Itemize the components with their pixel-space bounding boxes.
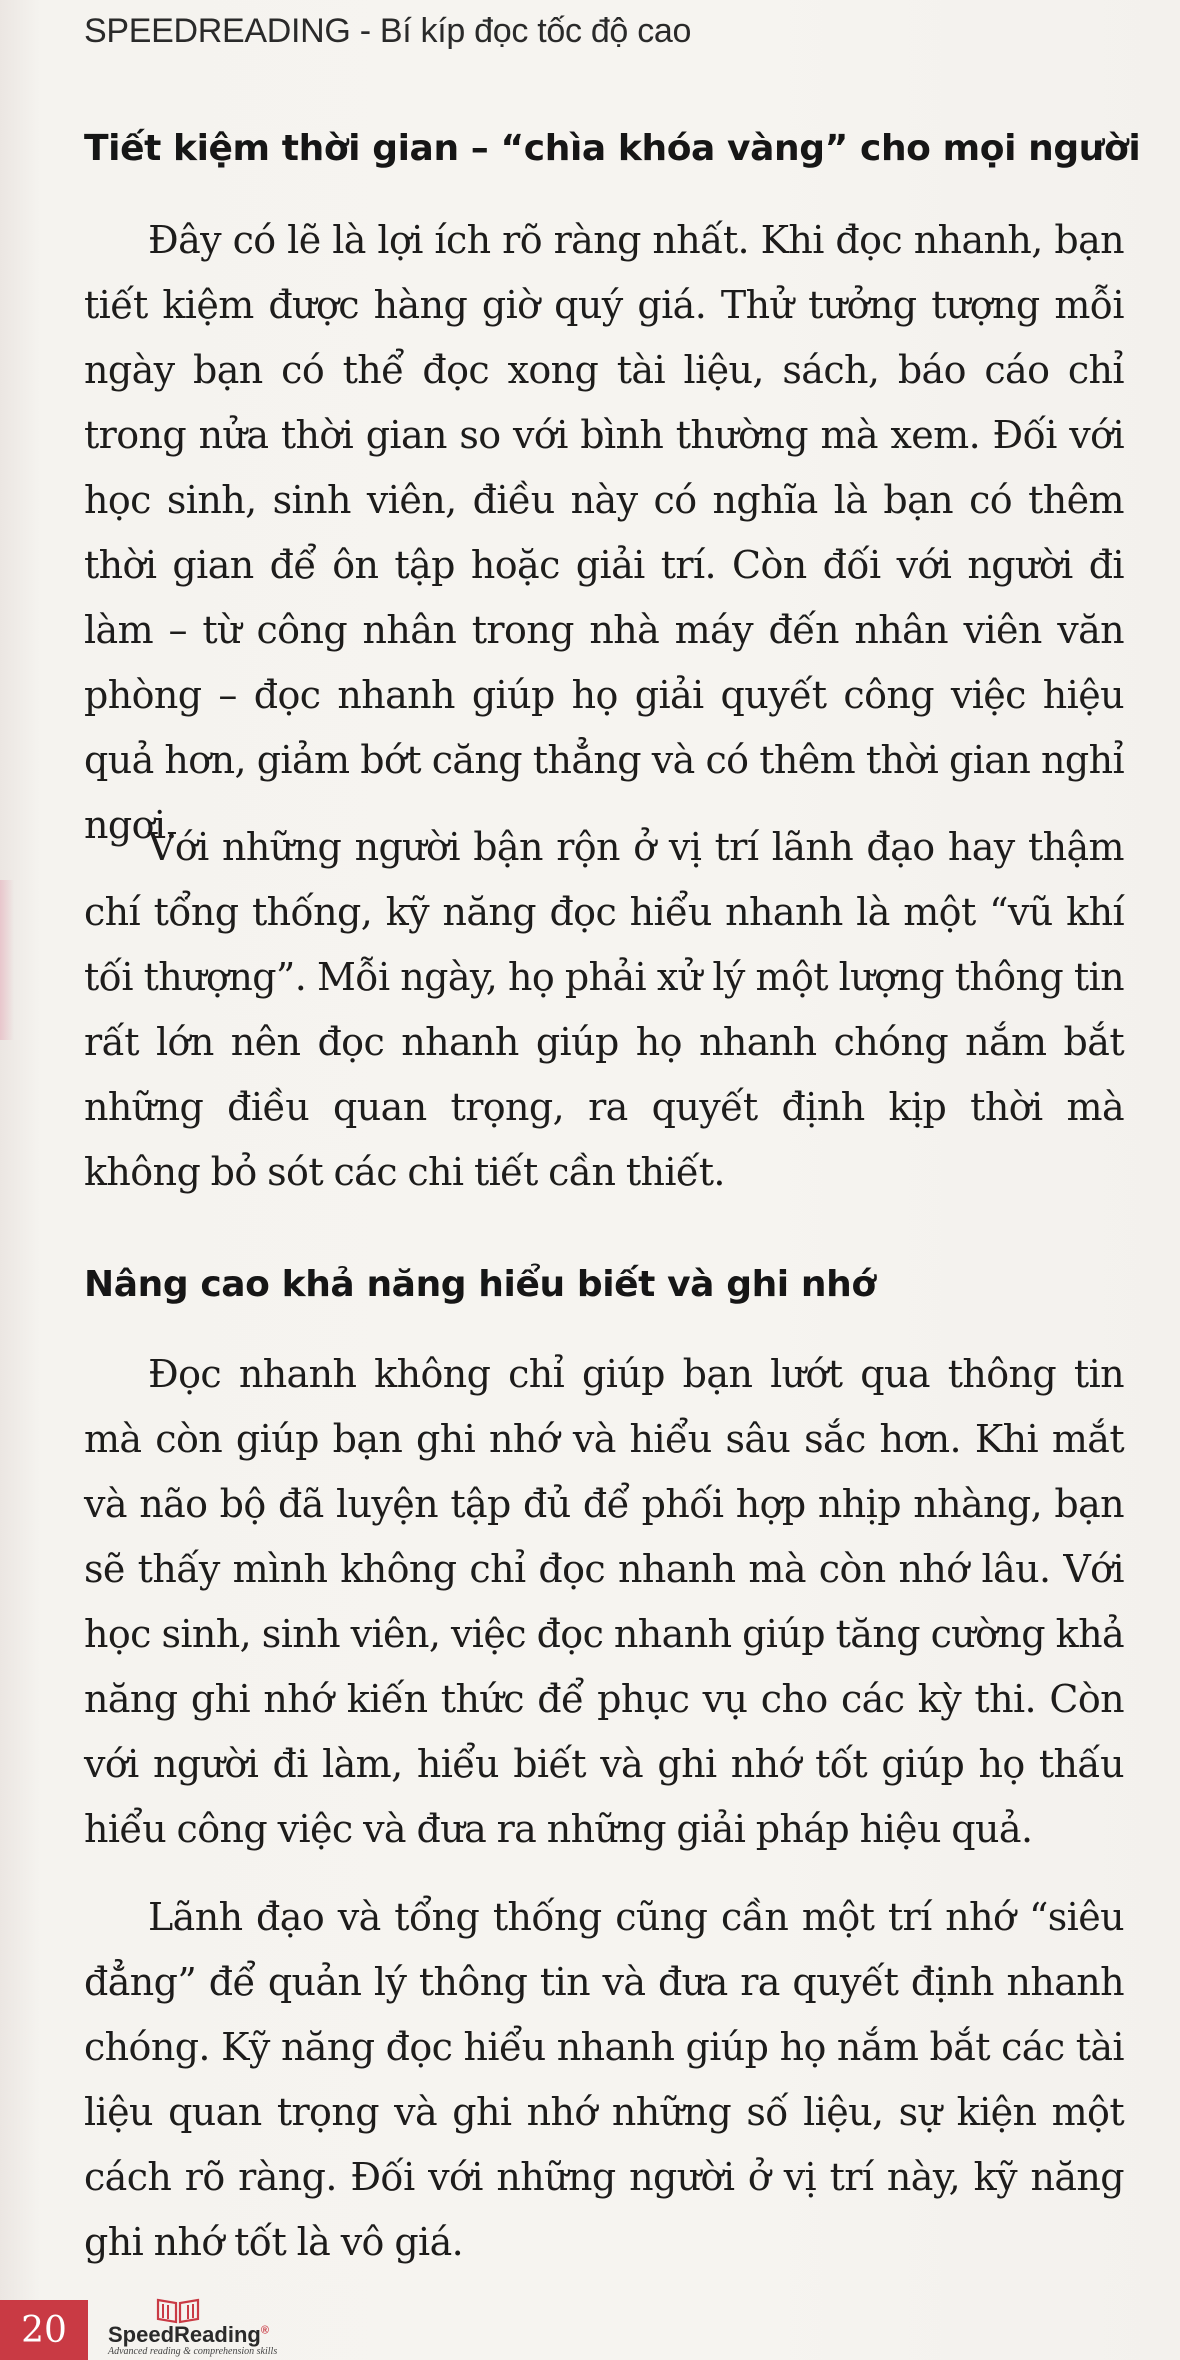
paragraph-4: Lãnh đạo và tổng thống cũng cần một trí nhớ “siêu đẳng” để quản lý thông tin và đưa ra quyết định nhanh chóng. Kỹ năng đọc hiểu nhanh giúp họ nắm bắt các tài liệu quan trọng và ghi nhớ những số liệu, sự kiện một cách rõ ràng. Đối với những người ở vị trí này, kỹ năng ghi nhớ tốt là vô giá. xyxy=(84,1895,1124,2264)
section-heading-time-saving: Tiết kiệm thời gian – “chìa khóa vàng” cho mọi người xyxy=(84,128,1141,169)
paragraph-3: Đọc nhanh không chỉ giúp bạn lướt qua thông tin mà còn giúp bạn ghi nhớ và hiểu sâu sắc hơn. Khi mắt và não bộ đã luyện tập đủ để phối hợp nhịp nhàng, bạn sẽ thấy mình không chỉ đọc nhanh mà còn nhớ lâu. Với học sinh, sinh viên, việc đọc nhanh giúp tăng cường khả năng ghi nhớ kiến thức để phục vụ cho các kỳ thi. Còn với người đi làm, hiểu biết và ghi nhớ tốt giúp họ thấu hiểu công việc và đưa ra những giải pháp hiệu quả. xyxy=(84,1352,1124,1851)
paragraph-1: Đây có lẽ là lợi ích rõ ràng nhất. Khi đọc nhanh, bạn tiết kiệm được hàng giờ quý giá. Thử tưởng tượng mỗi ngày bạn có thể đọc xong tài liệu, sách, báo cáo chỉ trong nửa thời gian so với bình thường mà xem. Đối với học sinh, sinh viên, điều này có nghĩa là bạn có thêm thời gian để ôn tập hoặc giải trí. Còn đối với người đi làm – từ công nhân trong nhà máy đến nhân viên văn phòng – đọc nhanh giúp họ giải quyết công việc hiệu quả hơn, giảm bớt căng thẳng và có thêm thời gian nghỉ ngơi. xyxy=(84,218,1124,847)
page-number-text: 20 xyxy=(21,2309,67,2351)
logo-tagline: Advanced reading & comprehension skills xyxy=(108,2346,278,2357)
logo-wordmark xyxy=(108,2322,269,2348)
paragraph-2: Với những người bận rộn ở vị trí lãnh đạo hay thậm chí tổng thống, kỹ năng đọc hiểu nhanh là một “vũ khí tối thượng”. Mỗi ngày, họ phải xử lý một lượng thông tin rất lớn nên đọc nhanh giúp họ nhanh chóng nắm bắt những điều quan trọng, ra quyết định kịp thời mà không bỏ sót các chi tiết cần thiết. xyxy=(84,825,1124,1194)
logo-registered-mark: ® xyxy=(260,2324,269,2337)
speedreading-logo xyxy=(108,2296,338,2358)
logo-word-reading: Reading xyxy=(174,2322,261,2347)
open-book-icon xyxy=(154,2296,202,2324)
page-number xyxy=(0,2300,88,2360)
page-edge-stain xyxy=(0,880,14,1040)
running-header: SPEEDREADING - Bí kíp đọc tốc độ cao xyxy=(84,12,692,50)
logo-word-speed: Speed xyxy=(108,2322,175,2347)
section-heading-memory: Nâng cao khả năng hiểu biết và ghi nhớ xyxy=(84,1264,876,1305)
